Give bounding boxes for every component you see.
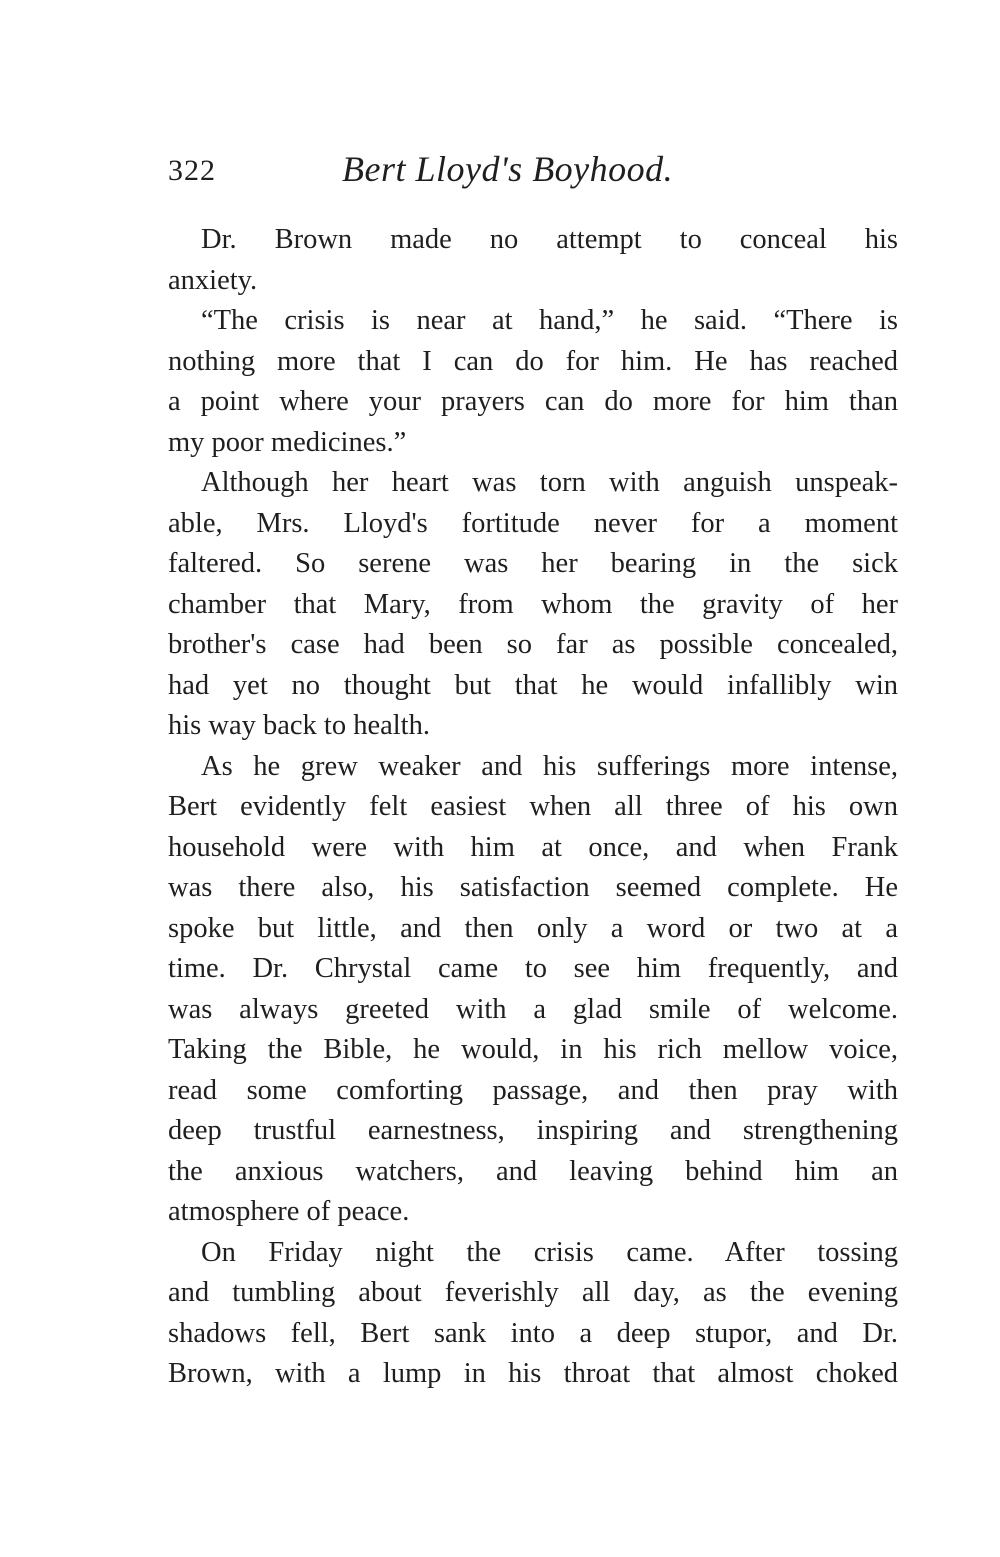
paragraph [168, 220, 898, 301]
body-text [168, 220, 898, 1395]
text-line: and tumbling about feverishly all day, as the evening [168, 1277, 898, 1308]
text-line: chamber that Mary, from whom the gravity of her [168, 588, 898, 620]
paragraph [168, 301, 898, 463]
text-line: household were with him at once, and when Frank [168, 831, 898, 863]
page-header [168, 148, 898, 198]
text-line: On Friday night the crisis came. After tossing [201, 1236, 898, 1268]
text-line: Taking the Bible, he would, in his rich mellow voice, [168, 1034, 898, 1065]
text-line: had yet no thought but that he would infallibly win [168, 669, 898, 701]
text-line: was there also, his satisfaction seemed complete. He [168, 872, 898, 903]
text-line: shadows fell, Bert sank into a deep stupor, and Dr. [168, 1317, 898, 1349]
text-line: Although her heart was torn with anguish unspeak- [201, 467, 898, 498]
text-line: anxiety. [168, 264, 258, 296]
text-line: time. Dr. Chrystal came to see him frequently, and [168, 953, 898, 984]
text-line: read some comforting passage, and then pray with [168, 1074, 898, 1106]
text-line: a point where your prayers can do more for him than [168, 386, 898, 417]
text-line: Bert evidently felt easiest when all three of his own [168, 791, 898, 822]
text-line: my poor medicines.” [168, 426, 407, 458]
paragraph [168, 747, 898, 1233]
paragraph [168, 1233, 898, 1395]
paragraph [168, 463, 898, 747]
text-line: As he grew weaker and his sufferings more intense, [201, 750, 898, 782]
text-line: atmosphere of peace. [168, 1196, 410, 1227]
page-number: 322 [168, 154, 216, 187]
text-line: nothing more that I can do for him. He has reached [168, 345, 898, 377]
text-line: the anxious watchers, and leaving behind him an [168, 1155, 898, 1187]
text-line: able, Mrs. Lloyd's fortitude never for a moment [168, 507, 898, 539]
text-line: deep trustful earnestness, inspiring and strengthening [168, 1115, 898, 1146]
text-line: “The crisis is near at hand,” he said. “There is [201, 305, 898, 336]
running-title: Bert Lloyd's Boyhood. [342, 149, 674, 189]
text-line: Brown, with a lump in his throat that almost choked [168, 1358, 898, 1389]
text-line: his way back to health. [168, 710, 430, 741]
text-line: was always greeted with a glad smile of welcome. [168, 993, 898, 1025]
text-line: spoke but little, and then only a word or two at a [168, 912, 898, 944]
text-line: brother's case had been so far as possible concealed, [168, 629, 898, 660]
text-line: faltered. So serene was her bearing in the sick [168, 548, 898, 579]
text-line: Dr. Brown made no attempt to conceal his [201, 224, 898, 255]
